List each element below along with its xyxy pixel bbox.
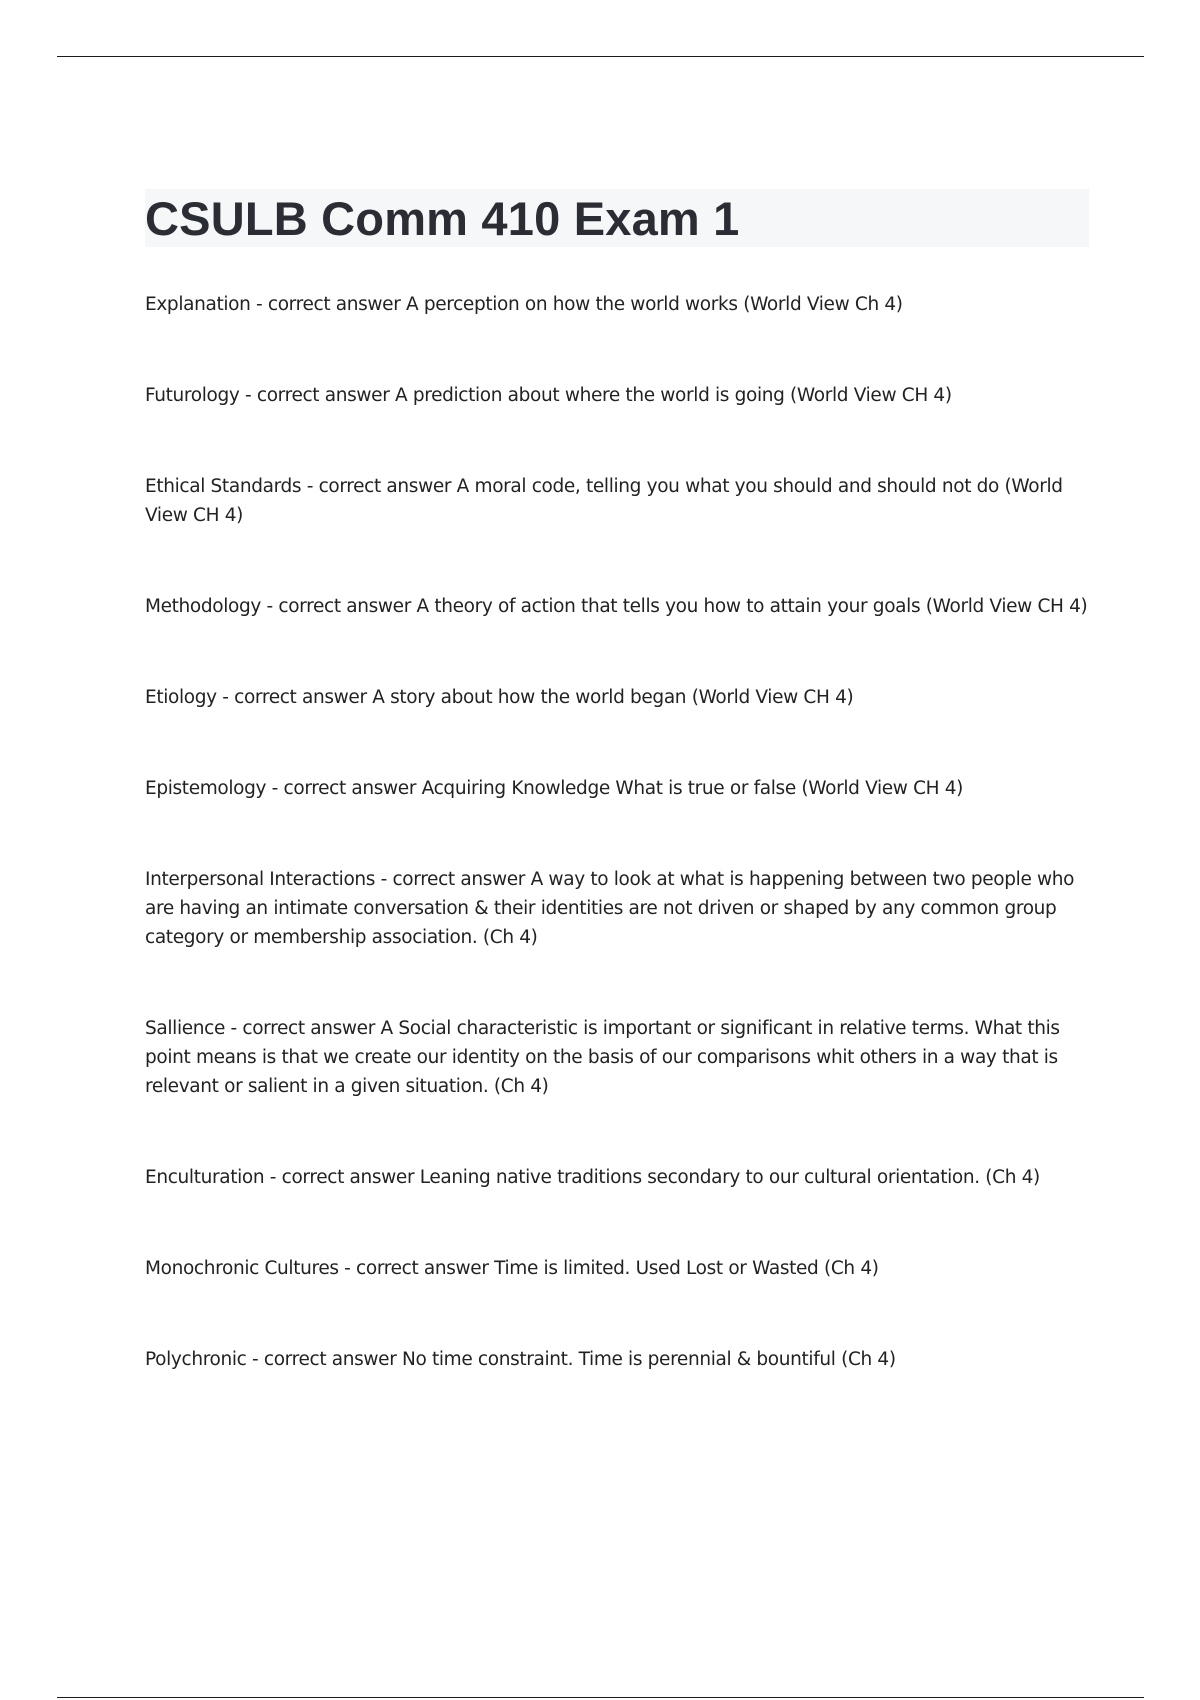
- flashcard-entry: Methodology - correct answer A theory of action that tells you how to attain your goals (World View CH 4): [145, 596, 1088, 617]
- flashcard-list: [145, 290, 1090, 1436]
- flashcard-entry: Futurology - correct answer A prediction about where the world is going (World View CH 4): [145, 385, 952, 406]
- header-rule: [57, 56, 1144, 57]
- flashcard-entry: Interpersonal Interactions - correct answer A way to look at what is happening between two people who are having an intimate conversation & their identities are not driven or shaped by any common group category or membership association. (Ch 4): [145, 869, 1075, 948]
- flashcard-entry: Enculturation - correct answer Leaning native traditions secondary to our cultural orientation. (Ch 4): [145, 1167, 1040, 1188]
- flashcard-entry: Ethical Standards - correct answer A moral code, telling you what you should and should not do (World View CH 4): [145, 476, 1063, 526]
- flashcard-entry: Polychronic - correct answer No time constraint. Time is perennial & bountiful (Ch 4): [145, 1349, 896, 1370]
- flashcard-entry: Monochronic Cultures - correct answer Time is limited. Used Lost or Wasted (Ch 4): [145, 1258, 879, 1279]
- flashcard-entry: Etiology - correct answer A story about how the world began (World View CH 4): [145, 687, 854, 708]
- flashcard-entry: Sallience - correct answer A Social characteristic is important or significant in relative terms. What this point means is that we create our identity on the basis of our comparisons whit others in a way that is relevant or salient in a given situation. (Ch 4): [145, 1018, 1060, 1097]
- flashcard-entry: Explanation - correct answer A perception on how the world works (World View Ch 4): [145, 294, 903, 315]
- document-title: CSULB Comm 410 Exam 1: [145, 192, 740, 245]
- flashcard-entry: Epistemology - correct answer Acquiring Knowledge What is true or false (World View CH 4): [145, 778, 964, 799]
- footer-rule: [57, 1697, 1144, 1698]
